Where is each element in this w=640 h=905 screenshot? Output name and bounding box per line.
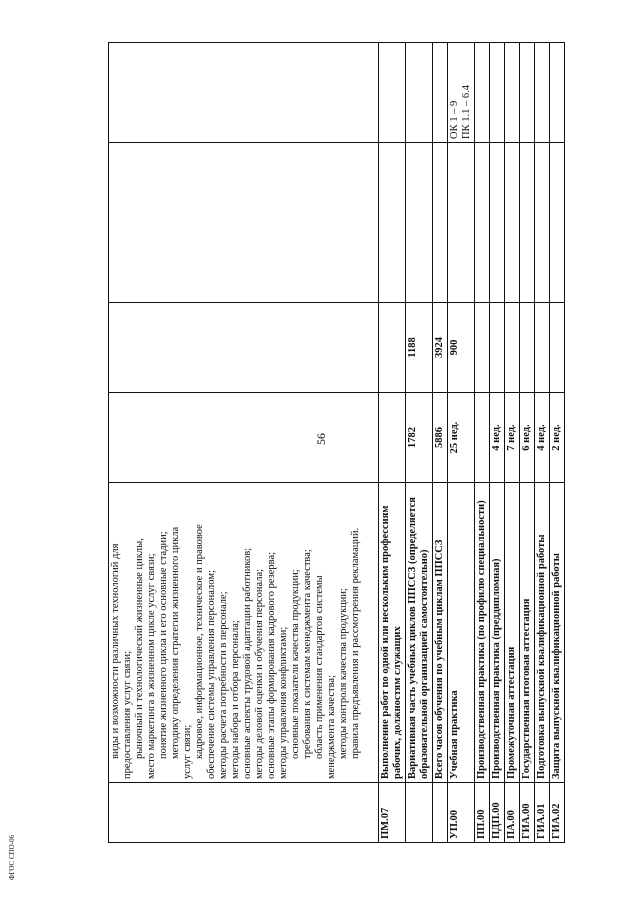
table-row [109, 43, 379, 843]
competencies-cell [406, 43, 433, 143]
knowledge-item: виды и возможности различных технологий для [110, 543, 121, 759]
footer-label: ФГОС СПО-06 [8, 834, 16, 880]
section-name: Государственная итоговая аттестация [520, 483, 535, 783]
mandatory-hours-cell [505, 303, 520, 393]
knowledge-item: область применения стандартов системы [314, 575, 325, 759]
knowledge-item: основные показатели качества продукции; [290, 569, 301, 759]
competencies-cell [520, 43, 535, 143]
code-cell: ПМ.07 [379, 783, 406, 843]
max-load-cell: 25 нед. [448, 393, 475, 483]
section-name: Учебная практика [448, 483, 475, 783]
knowledge-item: предоставления услуг связи; [122, 650, 133, 779]
curriculum-table [108, 42, 565, 843]
max-load-cell: 7 нед. [505, 393, 520, 483]
max-load-cell: 5886 [433, 393, 448, 483]
section-name: Промежуточная аттестация [505, 483, 520, 783]
page-number: 56 [314, 433, 328, 445]
knowledge-item: услуг связи; [182, 724, 193, 779]
mandatory-hours-cell [535, 303, 550, 393]
code-cell: ГИА.02 [550, 783, 565, 843]
table-row [535, 43, 550, 843]
code-cell [433, 783, 448, 843]
module-title: Выполнение работ по одной или нескольким профессиям рабочих, должностям служащих [379, 483, 406, 783]
competencies-cell [505, 43, 520, 143]
code-cell: УП.00 [448, 783, 475, 843]
knowledge-item: понятие жизненного цикла и его основные стадии; [158, 531, 169, 759]
knowledge-item: правила предъявления и рассмотрения рекламаций. [350, 527, 361, 759]
code-cell: ПДП.00 [490, 783, 505, 843]
mandatory-hours-cell [490, 303, 505, 393]
section-name: Всего часов обучения по учебным циклам ППССЗ [433, 483, 448, 783]
section-name: Производственная практика (преддипломная) [490, 483, 505, 783]
knowledge-item: методы деловой оценки и обучения персонала; [254, 568, 265, 779]
table-row [406, 43, 433, 843]
description-cell [109, 483, 379, 783]
code-cell [406, 783, 433, 843]
knowledge-item: основные аспекты трудовой адаптации работников; [242, 547, 253, 779]
competencies-cell [550, 43, 565, 143]
knowledge-item: методику определения стратегии жизненного цикла [170, 526, 181, 759]
mandatory-hours-cell: 900 [448, 303, 475, 393]
table-row [505, 43, 520, 843]
max-load-cell [475, 393, 490, 483]
competencies-cell: ОК 1 – 9 ПК 1.1 – 6.4 [448, 43, 475, 143]
knowledge-item: методы управления конфликтами; [278, 626, 289, 779]
table-row [490, 43, 505, 843]
code-cell: ГИА.00 [520, 783, 535, 843]
knowledge-item: основные этапы формирования кадрового резерва; [266, 551, 277, 779]
competencies-cell [475, 43, 490, 143]
section-name: Вариативная часть учебных циклов ППССЗ (определяется образовательной организацией самостоятельно) [406, 483, 433, 783]
max-load-cell: 4 нед. [535, 393, 550, 483]
code-cell: ПА.00 [505, 783, 520, 843]
mandatory-hours-cell [550, 303, 565, 393]
section-name: Подготовка выпускной квалификационной работы [535, 483, 550, 783]
code-cell: ГИА.01 [535, 783, 550, 843]
section-name: Производственная практика (по профилю специальности) [475, 483, 490, 783]
knowledge-list [110, 486, 362, 779]
table-row [448, 43, 475, 843]
knowledge-item: методы расчета потребности в персонале; [218, 591, 229, 779]
table-row [475, 43, 490, 843]
curriculum-table-rotated [108, 43, 578, 843]
knowledge-item: обеспечение системы управления персоналом; [206, 570, 217, 779]
knowledge-item: место маркетинга в жизненном цикле услуг связи; [146, 553, 157, 779]
table-row [379, 43, 406, 843]
max-load-cell: 6 нед. [520, 393, 535, 483]
knowledge-item: требования к системам менеджмента качества; [302, 549, 313, 759]
knowledge-item: методы набора и отбора персонала; [230, 620, 241, 779]
mandatory-hours-cell: 1188 [406, 303, 433, 393]
competencies-cell [535, 43, 550, 143]
knowledge-item: менеджмента качества; [326, 674, 337, 779]
competencies-cell [490, 43, 505, 143]
mandatory-hours-cell [520, 303, 535, 393]
max-load-cell: 2 нед. [550, 393, 565, 483]
code-cell: ПП.00 [475, 783, 490, 843]
max-load-cell: 1782 [406, 393, 433, 483]
table-row [550, 43, 565, 843]
section-name: Защита выпускной квалификационной работы [550, 483, 565, 783]
knowledge-item: методы контроля качества продукции; [338, 588, 349, 759]
knowledge-item: рыночный и технологический жизненные циклы, [134, 538, 145, 759]
mandatory-hours-cell [475, 303, 490, 393]
mandatory-hours-cell: 3924 [433, 303, 448, 393]
knowledge-item: кадровое, информационное, техническое и правовое [194, 524, 205, 759]
table-row [520, 43, 535, 843]
code-cell [109, 783, 379, 843]
table-row [433, 43, 448, 843]
competencies-cell [433, 43, 448, 143]
max-load-cell: 4 нед. [490, 393, 505, 483]
